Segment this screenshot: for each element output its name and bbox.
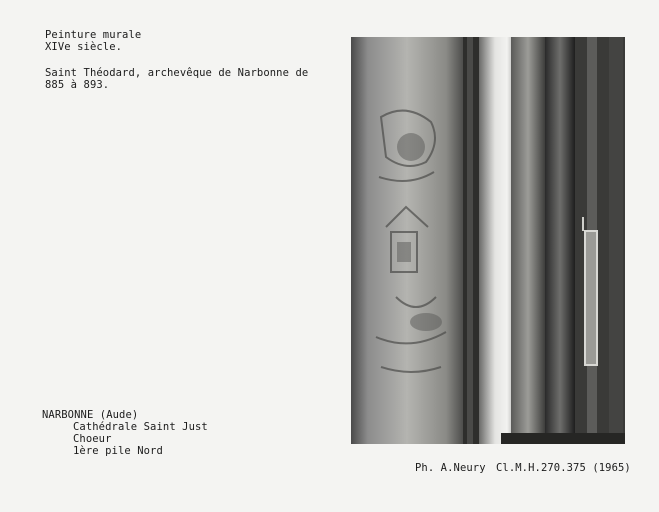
photo-credit: Ph. A.Neury xyxy=(415,462,486,474)
photograph-image xyxy=(351,37,625,444)
location-building: Cathédrale Saint Just xyxy=(73,421,208,433)
caption-title: Peinture murale xyxy=(45,29,142,41)
location-city: NARBONNE (Aude) xyxy=(42,409,139,421)
location-pillar: 1ère pile Nord xyxy=(73,445,163,457)
location-area: Choeur xyxy=(73,433,112,445)
caption-century: XIVe siècle. xyxy=(45,41,123,53)
catalog-reference: Cl.M.H.270.375 (1965) xyxy=(496,462,631,474)
pillar-photograph xyxy=(351,37,625,444)
caption-subject: Saint Théodard, archevêque de Narbonne de xyxy=(45,67,309,79)
caption-dates: 885 à 893. xyxy=(45,79,110,91)
